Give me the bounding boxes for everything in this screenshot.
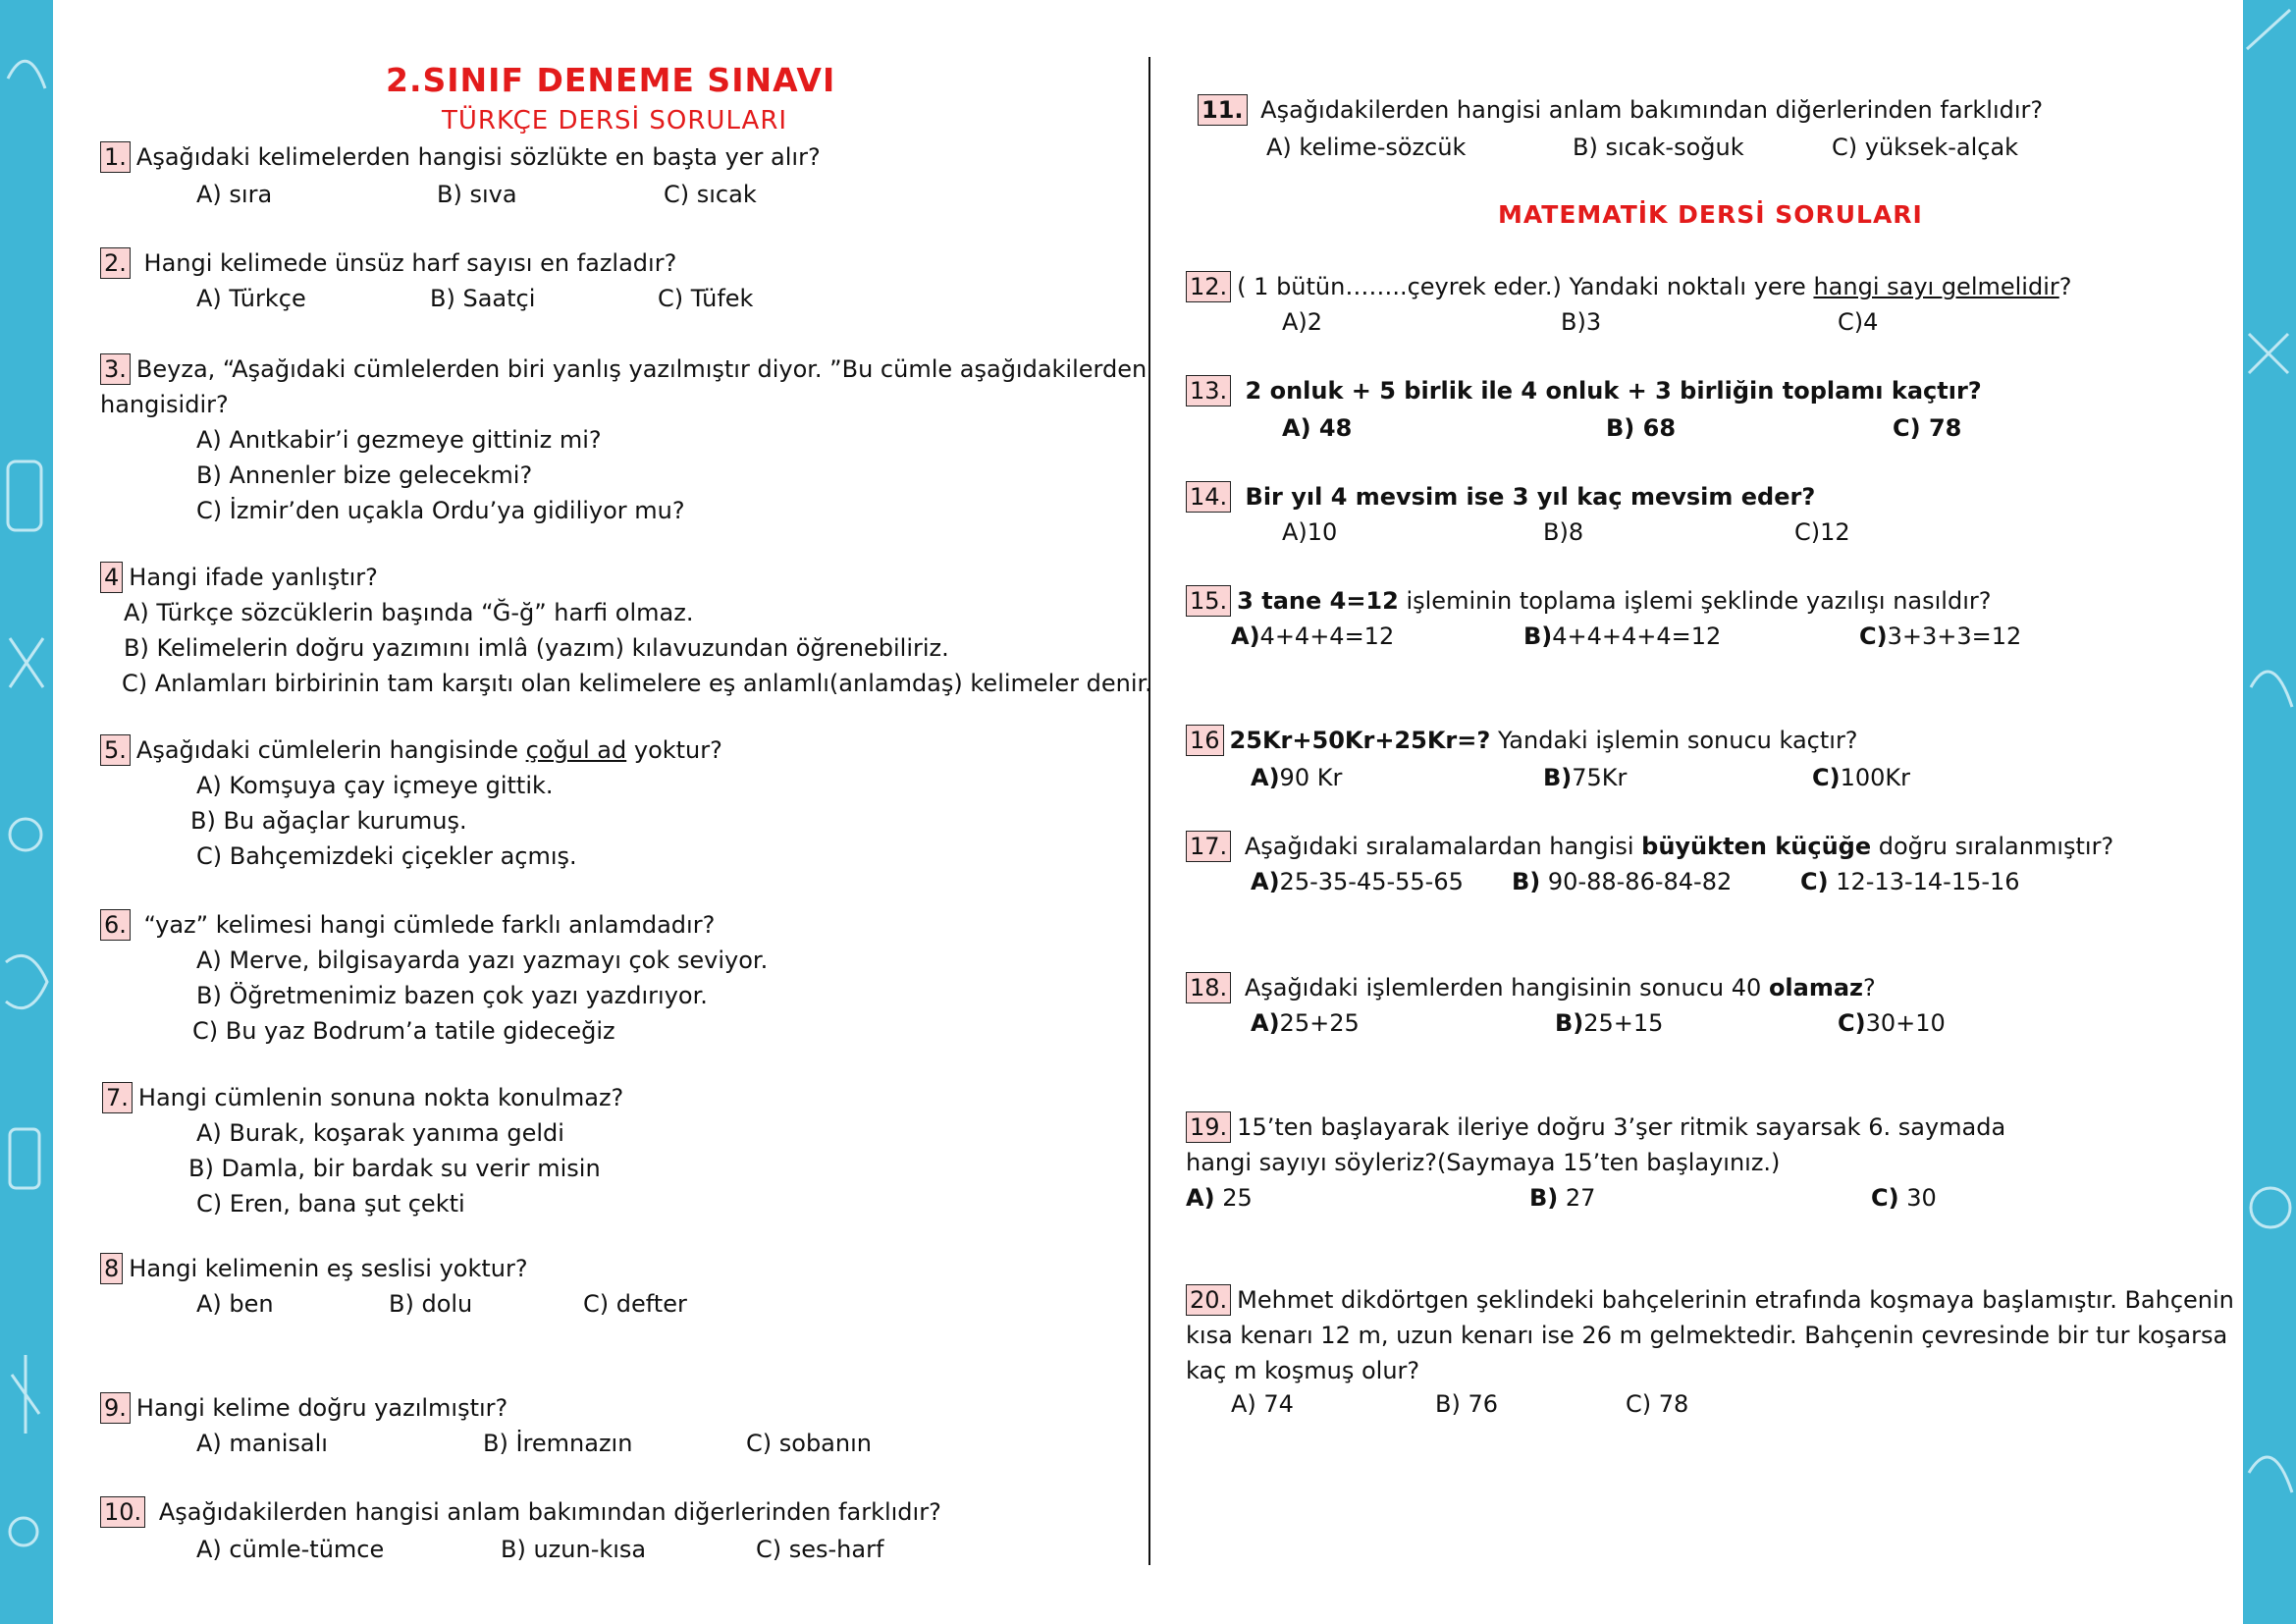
question-number: 8	[100, 1253, 123, 1284]
question-text: Bir yıl 4 mevsim ise 3 yıl kaç mevsim eder?	[1245, 483, 1816, 511]
option-a: A) Türkçe sözcüklerin başında “Ğ-ğ” harfi olmaz.	[124, 599, 694, 626]
question-number: 10.	[100, 1496, 145, 1528]
exam-title: 2.SINIF DENEME SINAVI	[386, 61, 836, 99]
option-b: B) Bu ağaçlar kurumuş.	[190, 807, 467, 835]
option-label: B)	[1529, 1184, 1559, 1212]
question-16	[1186, 723, 1858, 758]
option-label: A)	[1251, 1009, 1280, 1037]
question-text-end: ?	[1863, 974, 1876, 1001]
underlined-phrase: hangi sayı gelmelidir	[1813, 273, 2059, 300]
question-20	[1186, 1282, 2234, 1318]
option-text: 3+3+3=12	[1887, 623, 2022, 650]
option-text: 12-13-14-15-16	[1836, 868, 2020, 895]
option-text: 25-35-45-55-65	[1279, 868, 1464, 895]
option-label: C)	[1859, 623, 1888, 650]
option-c	[1838, 1005, 1946, 1041]
question-text: işleminin toplama işlemi şeklinde yazılışı nasıldır?	[1406, 587, 1992, 615]
question-7	[102, 1080, 623, 1115]
question-1	[100, 139, 821, 175]
school-supplies-doodle-icon	[2243, 0, 2296, 1624]
question-17	[1186, 829, 2113, 864]
option-b: B) dolu	[389, 1290, 473, 1318]
column-divider	[1148, 57, 1150, 1565]
option-label: B)	[1543, 764, 1573, 791]
option-label: A)	[1231, 623, 1260, 650]
question-number: 19.	[1186, 1111, 1231, 1143]
option-a: A) sıra	[196, 181, 273, 208]
question-2	[100, 245, 676, 281]
question-text: Mehmet dikdörtgen şeklindeki bahçelerinin etrafında koşmaya başlamıştır. Bahçenin	[1237, 1286, 2234, 1314]
option-a	[1186, 1180, 1253, 1216]
option-c: C) Tüfek	[658, 285, 754, 312]
question-text: ( 1 bütün……..çeyrek eder.) Yandaki noktalı yere	[1237, 273, 1806, 300]
option-b: B)3	[1561, 308, 1602, 336]
option-c: C) 78	[1626, 1390, 1689, 1418]
question-5	[100, 732, 722, 768]
bold-phrase: büyükten küçüğe	[1641, 833, 1872, 860]
question-3	[100, 352, 1147, 387]
question-number: 6.	[100, 909, 131, 941]
option-a	[1251, 864, 1464, 899]
option-a	[1231, 619, 1394, 654]
option-c: C) ses-harf	[756, 1536, 884, 1563]
option-text: 25+25	[1279, 1009, 1360, 1037]
bold-expression: 3 tane 4=12	[1237, 587, 1399, 615]
question-text-end: doğru sıralanmıştır?	[1878, 833, 2114, 860]
option-c: C) Anlamları birbirinin tam karşıtı olan kelimelere eş anlamlı(anlamdaş) kelimeler denir.	[122, 670, 1152, 697]
question-6	[100, 907, 715, 943]
question-number: 18.	[1186, 972, 1231, 1003]
option-label: A)	[1251, 868, 1280, 895]
option-text: 90-88-86-84-82	[1547, 868, 1733, 895]
option-a: A) kelime-sözcük	[1266, 134, 1467, 161]
option-text: 27	[1565, 1184, 1596, 1212]
right-decorative-band	[2243, 0, 2296, 1624]
question-number: 15.	[1186, 585, 1231, 617]
question-text: Hangi kelimenin eş seslisi yoktur?	[129, 1255, 528, 1282]
question-14	[1186, 479, 1815, 514]
question-number: 9.	[100, 1392, 131, 1424]
option-c: C) sıcak	[664, 181, 757, 208]
question-12	[1186, 269, 2072, 304]
option-label: C)	[1800, 868, 1829, 895]
question-number: 2.	[100, 247, 131, 279]
option-c	[1859, 619, 2021, 654]
option-label: A)	[1186, 1184, 1215, 1212]
question-text: Aşağıdaki cümlelerin hangisinde	[135, 736, 519, 764]
option-a: A) 48	[1282, 414, 1353, 442]
question-text: Aşağıdakilerden hangisi anlam bakımından diğerlerinden farklıdır?	[1260, 96, 2044, 124]
option-b: B) Öğretmenimiz bazen çok yazı yazdırıyor.	[196, 982, 708, 1009]
option-label: C)	[1812, 764, 1841, 791]
question-text: Hangi kelimede ünsüz harf sayısı en fazladır?	[143, 249, 677, 277]
option-text: 90 Kr	[1279, 764, 1343, 791]
question-18	[1186, 970, 1876, 1005]
option-text: 25	[1222, 1184, 1253, 1212]
option-a: A) Anıtkabir’i gezmeye gittiniz mi?	[196, 426, 602, 454]
option-text: 100Kr	[1840, 764, 1911, 791]
question-number: 20.	[1186, 1284, 1231, 1316]
option-b	[1512, 864, 1732, 899]
option-c	[1812, 760, 1910, 795]
option-a: A)2	[1282, 308, 1323, 336]
question-11	[1198, 92, 2043, 128]
turkish-section-title: TÜRKÇE DERSİ SORULARI	[442, 106, 788, 135]
option-label: A)	[1251, 764, 1280, 791]
option-text: 4+4+4=12	[1259, 623, 1395, 650]
question-text: Aşağıdaki işlemlerden hangisinin sonucu 40	[1244, 974, 1762, 1001]
question-10	[100, 1494, 941, 1530]
option-a: A) Türkçe	[196, 285, 306, 312]
option-c: C)12	[1794, 518, 1850, 546]
option-text: 30	[1906, 1184, 1937, 1212]
option-a: A) Komşuya çay içmeye gittik.	[196, 772, 554, 799]
bold-expression: 25Kr+50Kr+25Kr=?	[1229, 727, 1491, 754]
option-a: A) Merve, bilgisayarda yazı yazmayı çok seviyor.	[196, 947, 769, 974]
question-text-continued: hangisidir?	[100, 391, 229, 418]
question-number: 16	[1186, 725, 1224, 756]
option-a: A) manisalı	[196, 1430, 328, 1457]
option-c: C) Bahçemizdeki çiçekler açmış.	[196, 842, 577, 870]
option-b	[1543, 760, 1627, 795]
option-c: C) İzmir’den uçakla Ordu’ya gidiliyor mu?	[196, 497, 685, 524]
option-text: 25+15	[1583, 1009, 1664, 1037]
option-c: C) defter	[583, 1290, 687, 1318]
option-a: A) ben	[196, 1290, 274, 1318]
option-c: C) sobanın	[746, 1430, 872, 1457]
option-text: 75Kr	[1572, 764, 1628, 791]
question-text: Aşağıdakilerden hangisi anlam bakımından diğerlerinden farklıdır?	[158, 1498, 941, 1526]
question-9	[100, 1390, 507, 1426]
math-section-title: MATEMATİK DERSİ SORULARI	[1498, 200, 1923, 229]
option-b: B) Saatçi	[430, 285, 536, 312]
option-b: B) 76	[1435, 1390, 1498, 1418]
option-a: A)10	[1282, 518, 1338, 546]
question-8	[100, 1251, 528, 1286]
option-c	[1871, 1180, 1937, 1216]
question-text: “yaz” kelimesi hangi cümlede farklı anlamdadır?	[143, 911, 716, 939]
option-a: A) cümle-tümce	[196, 1536, 385, 1563]
question-15	[1186, 583, 1991, 619]
option-label: B)	[1523, 623, 1553, 650]
option-text: 30+10	[1865, 1009, 1946, 1037]
option-c: C) Bu yaz Bodrum’a tatile gideceğiz	[192, 1017, 615, 1045]
option-c: C) Eren, bana şut çekti	[196, 1190, 465, 1218]
school-supplies-doodle-icon	[0, 0, 53, 1624]
question-text: 15’ten başlayarak ileriye doğru 3’şer ritmik sayarsak 6. saymada	[1237, 1113, 2006, 1141]
option-b	[1529, 1180, 1595, 1216]
question-number: 13.	[1186, 375, 1231, 406]
option-label: C)	[1871, 1184, 1899, 1212]
option-label: B)	[1512, 868, 1541, 895]
option-c: C) 78	[1893, 414, 1962, 442]
question-text: Hangi kelime doğru yazılmıştır?	[135, 1394, 508, 1422]
question-19	[1186, 1110, 2005, 1145]
option-b: B) uzun-kısa	[501, 1536, 647, 1563]
option-b: B) Annenler bize gelecekmi?	[196, 461, 533, 489]
question-text: Hangi ifade yanlıştır?	[129, 564, 378, 591]
option-b	[1523, 619, 1721, 654]
option-b	[1555, 1005, 1663, 1041]
option-b: B) sıva	[437, 181, 517, 208]
question-number: 3.	[100, 353, 131, 385]
question-number: 11.	[1198, 94, 1248, 126]
option-a	[1251, 1005, 1360, 1041]
option-b: B) sıcak-soğuk	[1573, 134, 1744, 161]
option-label: C)	[1838, 1009, 1866, 1037]
question-text: Hangi cümlenin sonuna nokta konulmaz?	[137, 1084, 624, 1111]
question-number: 14.	[1186, 481, 1231, 513]
option-label: B)	[1555, 1009, 1584, 1037]
question-number: 1.	[100, 141, 131, 173]
option-a	[1251, 760, 1342, 795]
option-b: B) Damla, bir bardak su verir misin	[188, 1155, 601, 1182]
option-b: B) 68	[1606, 414, 1677, 442]
question-text: Aşağıdaki sıralamalardan hangisi	[1244, 833, 1634, 860]
question-text-end: yoktur?	[633, 736, 722, 764]
question-text-end: ?	[2058, 273, 2072, 300]
option-c: C) yüksek-alçak	[1832, 134, 2019, 161]
question-number: 12.	[1186, 271, 1231, 302]
option-a: A) Burak, koşarak yanıma geldi	[196, 1119, 564, 1147]
option-b: B) Kelimelerin doğru yazımını imlâ (yazım) kılavuzundan öğrenebiliriz.	[124, 634, 949, 662]
question-number: 17.	[1186, 831, 1231, 862]
question-text-continued: kısa kenarı 12 m, uzun kenarı ise 26 m gelmektedir. Bahçenin çevresinde bir tur koşarsa	[1186, 1322, 2228, 1349]
underlined-phrase: çoğul ad	[525, 736, 627, 764]
question-number: 5.	[100, 734, 131, 766]
question-number: 7.	[102, 1082, 133, 1113]
question-text: 2 onluk + 5 birlik ile 4 onluk + 3 birliğin toplamı kaçtır?	[1245, 377, 1982, 405]
left-decorative-band	[0, 0, 53, 1624]
option-text: 4+4+4+4=12	[1552, 623, 1722, 650]
question-text: Beyza, “Aşağıdaki cümlelerden biri yanlış yazılmıştır diyor. ”Bu cümle aşağıdakilerden	[135, 355, 1148, 383]
question-text: Yandaki işlemin sonucu kaçtır?	[1497, 727, 1858, 754]
question-number: 4	[100, 562, 123, 593]
question-text-continued: hangi sayıyı söyleriz?(Saymaya 15’ten başlayınız.)	[1186, 1149, 1781, 1176]
option-c	[1800, 864, 2020, 899]
option-b: B) İremnazın	[483, 1430, 633, 1457]
question-text-continued: kaç m koşmuş olur?	[1186, 1357, 1420, 1384]
option-c: C)4	[1838, 308, 1879, 336]
bold-word: olamaz	[1768, 974, 1864, 1001]
question-13	[1186, 373, 1982, 408]
question-text: Aşağıdaki kelimelerden hangisi sözlükte en başta yer alır?	[135, 143, 821, 171]
question-4	[100, 560, 378, 595]
option-a: A) 74	[1231, 1390, 1294, 1418]
option-b: B)8	[1543, 518, 1584, 546]
